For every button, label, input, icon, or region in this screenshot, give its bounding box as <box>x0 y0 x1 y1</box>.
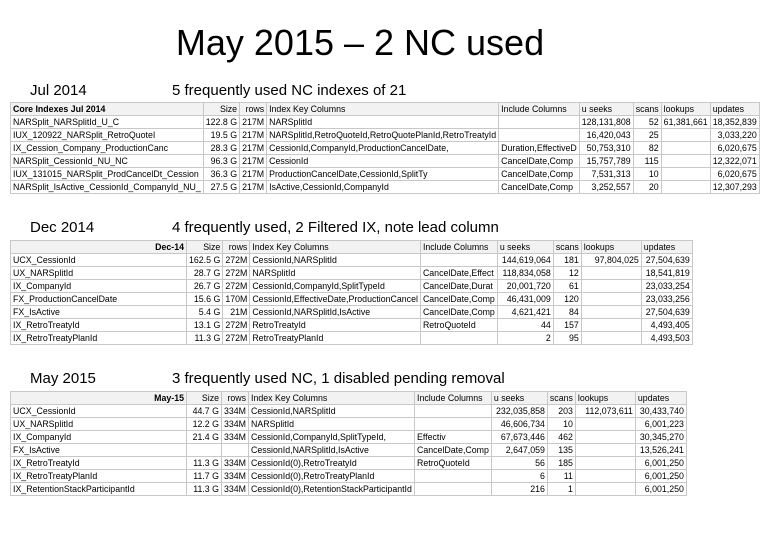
table-row <box>11 155 760 168</box>
table-header-row <box>11 392 687 405</box>
table-cell: 20,001,720 <box>497 280 553 293</box>
table-cell: 15,757,789 <box>579 155 633 168</box>
table-cell <box>575 457 635 470</box>
table-cell: 3,252,557 <box>579 181 633 194</box>
section-description: 3 frequently used NC, 1 disabled pending removal <box>172 370 505 387</box>
table-row <box>11 405 687 418</box>
table-cell: NARSplit_IsActive_CessionId_CompanyId_NU_ <box>11 181 204 194</box>
table-row <box>11 181 760 194</box>
table-cell: 82 <box>633 142 661 155</box>
table-cell: 217M <box>240 155 267 168</box>
table-cell: 157 <box>553 319 581 332</box>
table-cell: 44.7 G <box>187 405 222 418</box>
table-cell: CessionId,CompanyId,SplitTypeId, <box>249 431 415 444</box>
table-cell: 13.1 G <box>187 319 223 332</box>
table-row <box>11 457 687 470</box>
table-cell: FX_ProductionCancelDate <box>11 293 187 306</box>
table-cell: 21.4 G <box>187 431 222 444</box>
table-cell: 217M <box>240 129 267 142</box>
table-cell: ProductionCancelDate,CessionId,SplitTy <box>267 168 499 181</box>
table-cell: 96.3 G <box>203 155 239 168</box>
table-cell: NARSplit_NARSplitId_U_C <box>11 116 204 129</box>
table-row <box>11 168 760 181</box>
column-header: rows <box>222 392 249 405</box>
table-cell: 120 <box>553 293 581 306</box>
table-cell <box>661 129 710 142</box>
table-cell: 272M <box>223 254 250 267</box>
table-cell: CancelDate,Effect <box>420 267 497 280</box>
table-row <box>11 444 687 457</box>
table-cell: 162.5 G <box>187 254 223 267</box>
index-usage-table <box>10 240 693 345</box>
table-cell <box>415 405 492 418</box>
table-cell: IsActive,CessionId,CompanyId <box>267 181 499 194</box>
table-cell: 28.3 G <box>203 142 239 155</box>
table-cell: 6,001,223 <box>635 418 686 431</box>
table-cell: 272M <box>223 319 250 332</box>
column-header: Index Key Columns <box>250 241 421 254</box>
table-cell: CancelDate,Comp <box>420 293 497 306</box>
table-row <box>11 483 687 496</box>
table-cell: 15.6 G <box>187 293 223 306</box>
table-cell: CessionId,CompanyId,SplitTypeId <box>250 280 421 293</box>
index-usage-table <box>10 391 687 496</box>
table-cell: 18,352,839 <box>710 116 759 129</box>
table-cell: 217M <box>240 168 267 181</box>
column-header: u seeks <box>497 241 553 254</box>
table-cell: CessionId(0),RetroTreatyPlanId <box>249 470 415 483</box>
table-cell: 19.5 G <box>203 129 239 142</box>
table-cell: IX_CompanyId <box>11 280 187 293</box>
table-cell: CessionId <box>267 155 499 168</box>
table-cell <box>661 181 710 194</box>
table-cell: 12 <box>553 267 581 280</box>
table-cell: 185 <box>547 457 575 470</box>
column-header: u seeks <box>579 103 633 116</box>
table-cell: IX_RetroTreatyPlanId <box>11 332 187 345</box>
table-cell: NARSplitId,RetroQuoteId,RetroQuotePlanId,RetroTreatyId <box>267 129 499 142</box>
table-cell: 334M <box>222 457 249 470</box>
table-cell: 203 <box>547 405 575 418</box>
table-cell: CancelDate,Comp <box>420 306 497 319</box>
table-cell: 61,381,661 <box>661 116 710 129</box>
table-row <box>11 129 760 142</box>
table-cell: CessionId,NARSplitId,IsActive <box>250 306 421 319</box>
table-cell: CancelDate,Comp <box>499 155 580 168</box>
table-cell: 11 <box>547 470 575 483</box>
table-cell: Duration,EffectiveD <box>499 142 580 155</box>
table-cell: CessionId,NARSplitId <box>249 405 415 418</box>
table-cell: CessionId,NARSplitId <box>250 254 421 267</box>
column-header: lookups <box>581 241 641 254</box>
table-cell <box>420 332 497 345</box>
table-cell: RetroQuoteId <box>415 457 492 470</box>
table-cell: 334M <box>222 431 249 444</box>
column-header: Include Columns <box>420 241 497 254</box>
table-cell: 11.7 G <box>187 470 222 483</box>
table-cell: IX_RetroTreatyPlanId <box>11 470 187 483</box>
table-cell: 16,420,043 <box>579 129 633 142</box>
table-cell <box>575 483 635 496</box>
table-cell: 10 <box>633 168 661 181</box>
table-cell: 11.3 G <box>187 332 223 345</box>
column-header: scans <box>547 392 575 405</box>
table-cell: CessionId,CompanyId,ProductionCancelDate, <box>267 142 499 155</box>
table-cell: UX_NARSplitId <box>11 418 187 431</box>
column-header: Size <box>187 392 222 405</box>
column-header: Include Columns <box>415 392 492 405</box>
table-cell: IUX_131015_NARSplit_ProdCancelDt_Cession <box>11 168 204 181</box>
table-header-row <box>11 241 693 254</box>
table-cell: 6,020,675 <box>710 168 759 181</box>
table-cell: RetroQuoteId <box>420 319 497 332</box>
table-cell: 21M <box>223 306 250 319</box>
table-cell: 97,804,025 <box>581 254 641 267</box>
table-cell: 46,431,009 <box>497 293 553 306</box>
table-cell: CancelDate,Comp <box>415 444 492 457</box>
table-cell: 25 <box>633 129 661 142</box>
table-cell: 334M <box>222 418 249 431</box>
table-cell <box>661 168 710 181</box>
table-cell: 217M <box>240 116 267 129</box>
table-cell: 135 <box>547 444 575 457</box>
table-cell: 6,001,250 <box>635 457 686 470</box>
table-cell: IX_RetroTreatyId <box>11 457 187 470</box>
table-cell: 272M <box>223 332 250 345</box>
table-cell: 334M <box>222 483 249 496</box>
column-header: Include Columns <box>499 103 580 116</box>
table-cell: RetroTreatyId <box>250 319 421 332</box>
slide-title: May 2015 – 2 NC used <box>175 22 545 63</box>
table-cell: CessionId(0),RetroTreatyId <box>249 457 415 470</box>
table-cell <box>415 418 492 431</box>
table-cell: 61 <box>553 280 581 293</box>
column-header: updates <box>635 392 686 405</box>
table-cell: 30,433,740 <box>635 405 686 418</box>
table-cell: 118,834,058 <box>497 267 553 280</box>
table-row <box>11 418 687 431</box>
table-cell: 20 <box>633 181 661 194</box>
table-cell: 36.3 G <box>203 168 239 181</box>
column-header: scans <box>553 241 581 254</box>
table-cell <box>499 129 580 142</box>
table-cell: UCX_CessionId <box>11 254 187 267</box>
table-cell <box>187 444 222 457</box>
table-cell: 115 <box>633 155 661 168</box>
table-cell: 26.7 G <box>187 280 223 293</box>
table-row <box>11 431 687 444</box>
table-cell: 5.4 G <box>187 306 223 319</box>
table-cell: CessionId,NARSplitId,IsActive <box>249 444 415 457</box>
table-cell: Effectiv <box>415 431 492 444</box>
table-row <box>11 319 693 332</box>
table-cell <box>661 155 710 168</box>
table-cell <box>581 306 641 319</box>
table-cell <box>415 470 492 483</box>
table-cell: 52 <box>633 116 661 129</box>
table-cell: 13,526,241 <box>635 444 686 457</box>
section-description: 4 frequently used, 2 Filtered IX, note lead column <box>172 219 499 236</box>
table-cell <box>415 483 492 496</box>
table-cell: CancelDate,Comp <box>499 168 580 181</box>
table-cell <box>581 332 641 345</box>
table-cell: CessionId(0),RetentionStackParticipantId <box>249 483 415 496</box>
column-header: Index Key Columns <box>267 103 499 116</box>
table-cell <box>575 418 635 431</box>
table-cell: 12,322,071 <box>710 155 759 168</box>
table-cell: 170M <box>223 293 250 306</box>
table-row <box>11 116 760 129</box>
column-header: rows <box>240 103 267 116</box>
table-label: May-15 <box>11 392 187 405</box>
table-cell: 1 <box>547 483 575 496</box>
table-label: Dec-14 <box>11 241 187 254</box>
table-cell: 2 <box>497 332 553 345</box>
table-cell <box>575 444 635 457</box>
table-cell: IX_RetroTreatyId <box>11 319 187 332</box>
table-cell: NARSplit_CessionId_NU_NC <box>11 155 204 168</box>
section-date: May 2015 <box>30 370 96 387</box>
table-row <box>11 470 687 483</box>
table-cell: 27.5 G <box>203 181 239 194</box>
table-cell: 217M <box>240 181 267 194</box>
table-cell: 6,001,250 <box>635 483 686 496</box>
section-date: Dec 2014 <box>30 219 95 236</box>
table-cell: 2,647,059 <box>491 444 547 457</box>
table-cell <box>420 254 497 267</box>
table-cell: 95 <box>553 332 581 345</box>
table-cell: 23,033,254 <box>641 280 692 293</box>
index-usage-table <box>10 102 760 194</box>
table-cell: 4,621,421 <box>497 306 553 319</box>
table-cell: 128,131,808 <box>579 116 633 129</box>
table-cell: CancelDate,Durat <box>420 280 497 293</box>
table-cell: 7,531,313 <box>579 168 633 181</box>
table-cell: 50,753,310 <box>579 142 633 155</box>
table-row <box>11 142 760 155</box>
table-cell: 27,504,639 <box>641 306 692 319</box>
table-cell: 462 <box>547 431 575 444</box>
column-header: Size <box>187 241 223 254</box>
column-header: Size <box>203 103 239 116</box>
table-cell: 216 <box>491 483 547 496</box>
table-cell: IX_RetentionStackParticipantId <box>11 483 187 496</box>
table-cell: 23,033,256 <box>641 293 692 306</box>
table-cell: 56 <box>491 457 547 470</box>
table-cell: 12.2 G <box>187 418 222 431</box>
column-header: lookups <box>575 392 635 405</box>
column-header: Index Key Columns <box>249 392 415 405</box>
table-cell <box>581 293 641 306</box>
table-cell: 232,035,858 <box>491 405 547 418</box>
table-cell: 181 <box>553 254 581 267</box>
table-cell <box>499 116 580 129</box>
table-cell <box>222 444 249 457</box>
column-header: updates <box>710 103 759 116</box>
table-cell: RetroTreatyPlanId <box>250 332 421 345</box>
table-cell: 67,673,446 <box>491 431 547 444</box>
table-cell <box>575 431 635 444</box>
column-header: scans <box>633 103 661 116</box>
table-cell: 46,606,734 <box>491 418 547 431</box>
table-cell: NARSplitId <box>267 116 499 129</box>
table-cell: 10 <box>547 418 575 431</box>
table-row <box>11 293 693 306</box>
table-cell <box>581 319 641 332</box>
table-cell: 272M <box>223 267 250 280</box>
table-cell: FX_IsActive <box>11 444 187 457</box>
table-row <box>11 306 693 319</box>
column-header: rows <box>223 241 250 254</box>
table-cell: IX_Cession_Company_ProductionCanc <box>11 142 204 155</box>
table-cell: 12,307,293 <box>710 181 759 194</box>
column-header: u seeks <box>491 392 547 405</box>
table-cell: 144,619,064 <box>497 254 553 267</box>
table-cell: 30,345,270 <box>635 431 686 444</box>
table-cell: 272M <box>223 280 250 293</box>
table-cell: 3,033,220 <box>710 129 759 142</box>
table-row <box>11 254 693 267</box>
table-cell: 18,541,819 <box>641 267 692 280</box>
table-cell: 334M <box>222 470 249 483</box>
table-cell: 11.3 G <box>187 483 222 496</box>
table-cell: 217M <box>240 142 267 155</box>
table-cell <box>575 470 635 483</box>
table-cell: 6 <box>491 470 547 483</box>
section-date: Jul 2014 <box>30 82 87 99</box>
table-cell: 334M <box>222 405 249 418</box>
table-cell: 84 <box>553 306 581 319</box>
table-cell: IUX_120922_NARSplit_RetroQuoteI <box>11 129 204 142</box>
table-cell: UX_NARSplitId <box>11 267 187 280</box>
table-cell: 122.8 G <box>203 116 239 129</box>
table-header-row <box>11 103 760 116</box>
table-cell: 4,493,405 <box>641 319 692 332</box>
table-row <box>11 267 693 280</box>
table-label: Core Indexes Jul 2014 <box>11 103 204 116</box>
table-cell: UCX_CessionId <box>11 405 187 418</box>
table-cell: 112,073,611 <box>575 405 635 418</box>
table-row <box>11 332 693 345</box>
table-cell: 4,493,503 <box>641 332 692 345</box>
table-cell: CessionId,EffectiveDate,ProductionCancel <box>250 293 421 306</box>
table-cell <box>581 267 641 280</box>
table-cell: CancelDate,Comp <box>499 181 580 194</box>
table-cell: 11.3 G <box>187 457 222 470</box>
table-cell <box>581 280 641 293</box>
column-header: updates <box>641 241 692 254</box>
section-description: 5 frequently used NC indexes of 21 <box>172 82 407 99</box>
table-cell: IX_CompanyId <box>11 431 187 444</box>
table-row <box>11 280 693 293</box>
table-cell: FX_IsActive <box>11 306 187 319</box>
table-cell: 28.7 G <box>187 267 223 280</box>
table-cell: 27,504,639 <box>641 254 692 267</box>
table-cell: NARSplitId <box>249 418 415 431</box>
table-cell: 6,001,250 <box>635 470 686 483</box>
table-cell <box>661 142 710 155</box>
table-cell: NARSplitId <box>250 267 421 280</box>
table-cell: 44 <box>497 319 553 332</box>
table-cell: 6,020,675 <box>710 142 759 155</box>
column-header: lookups <box>661 103 710 116</box>
